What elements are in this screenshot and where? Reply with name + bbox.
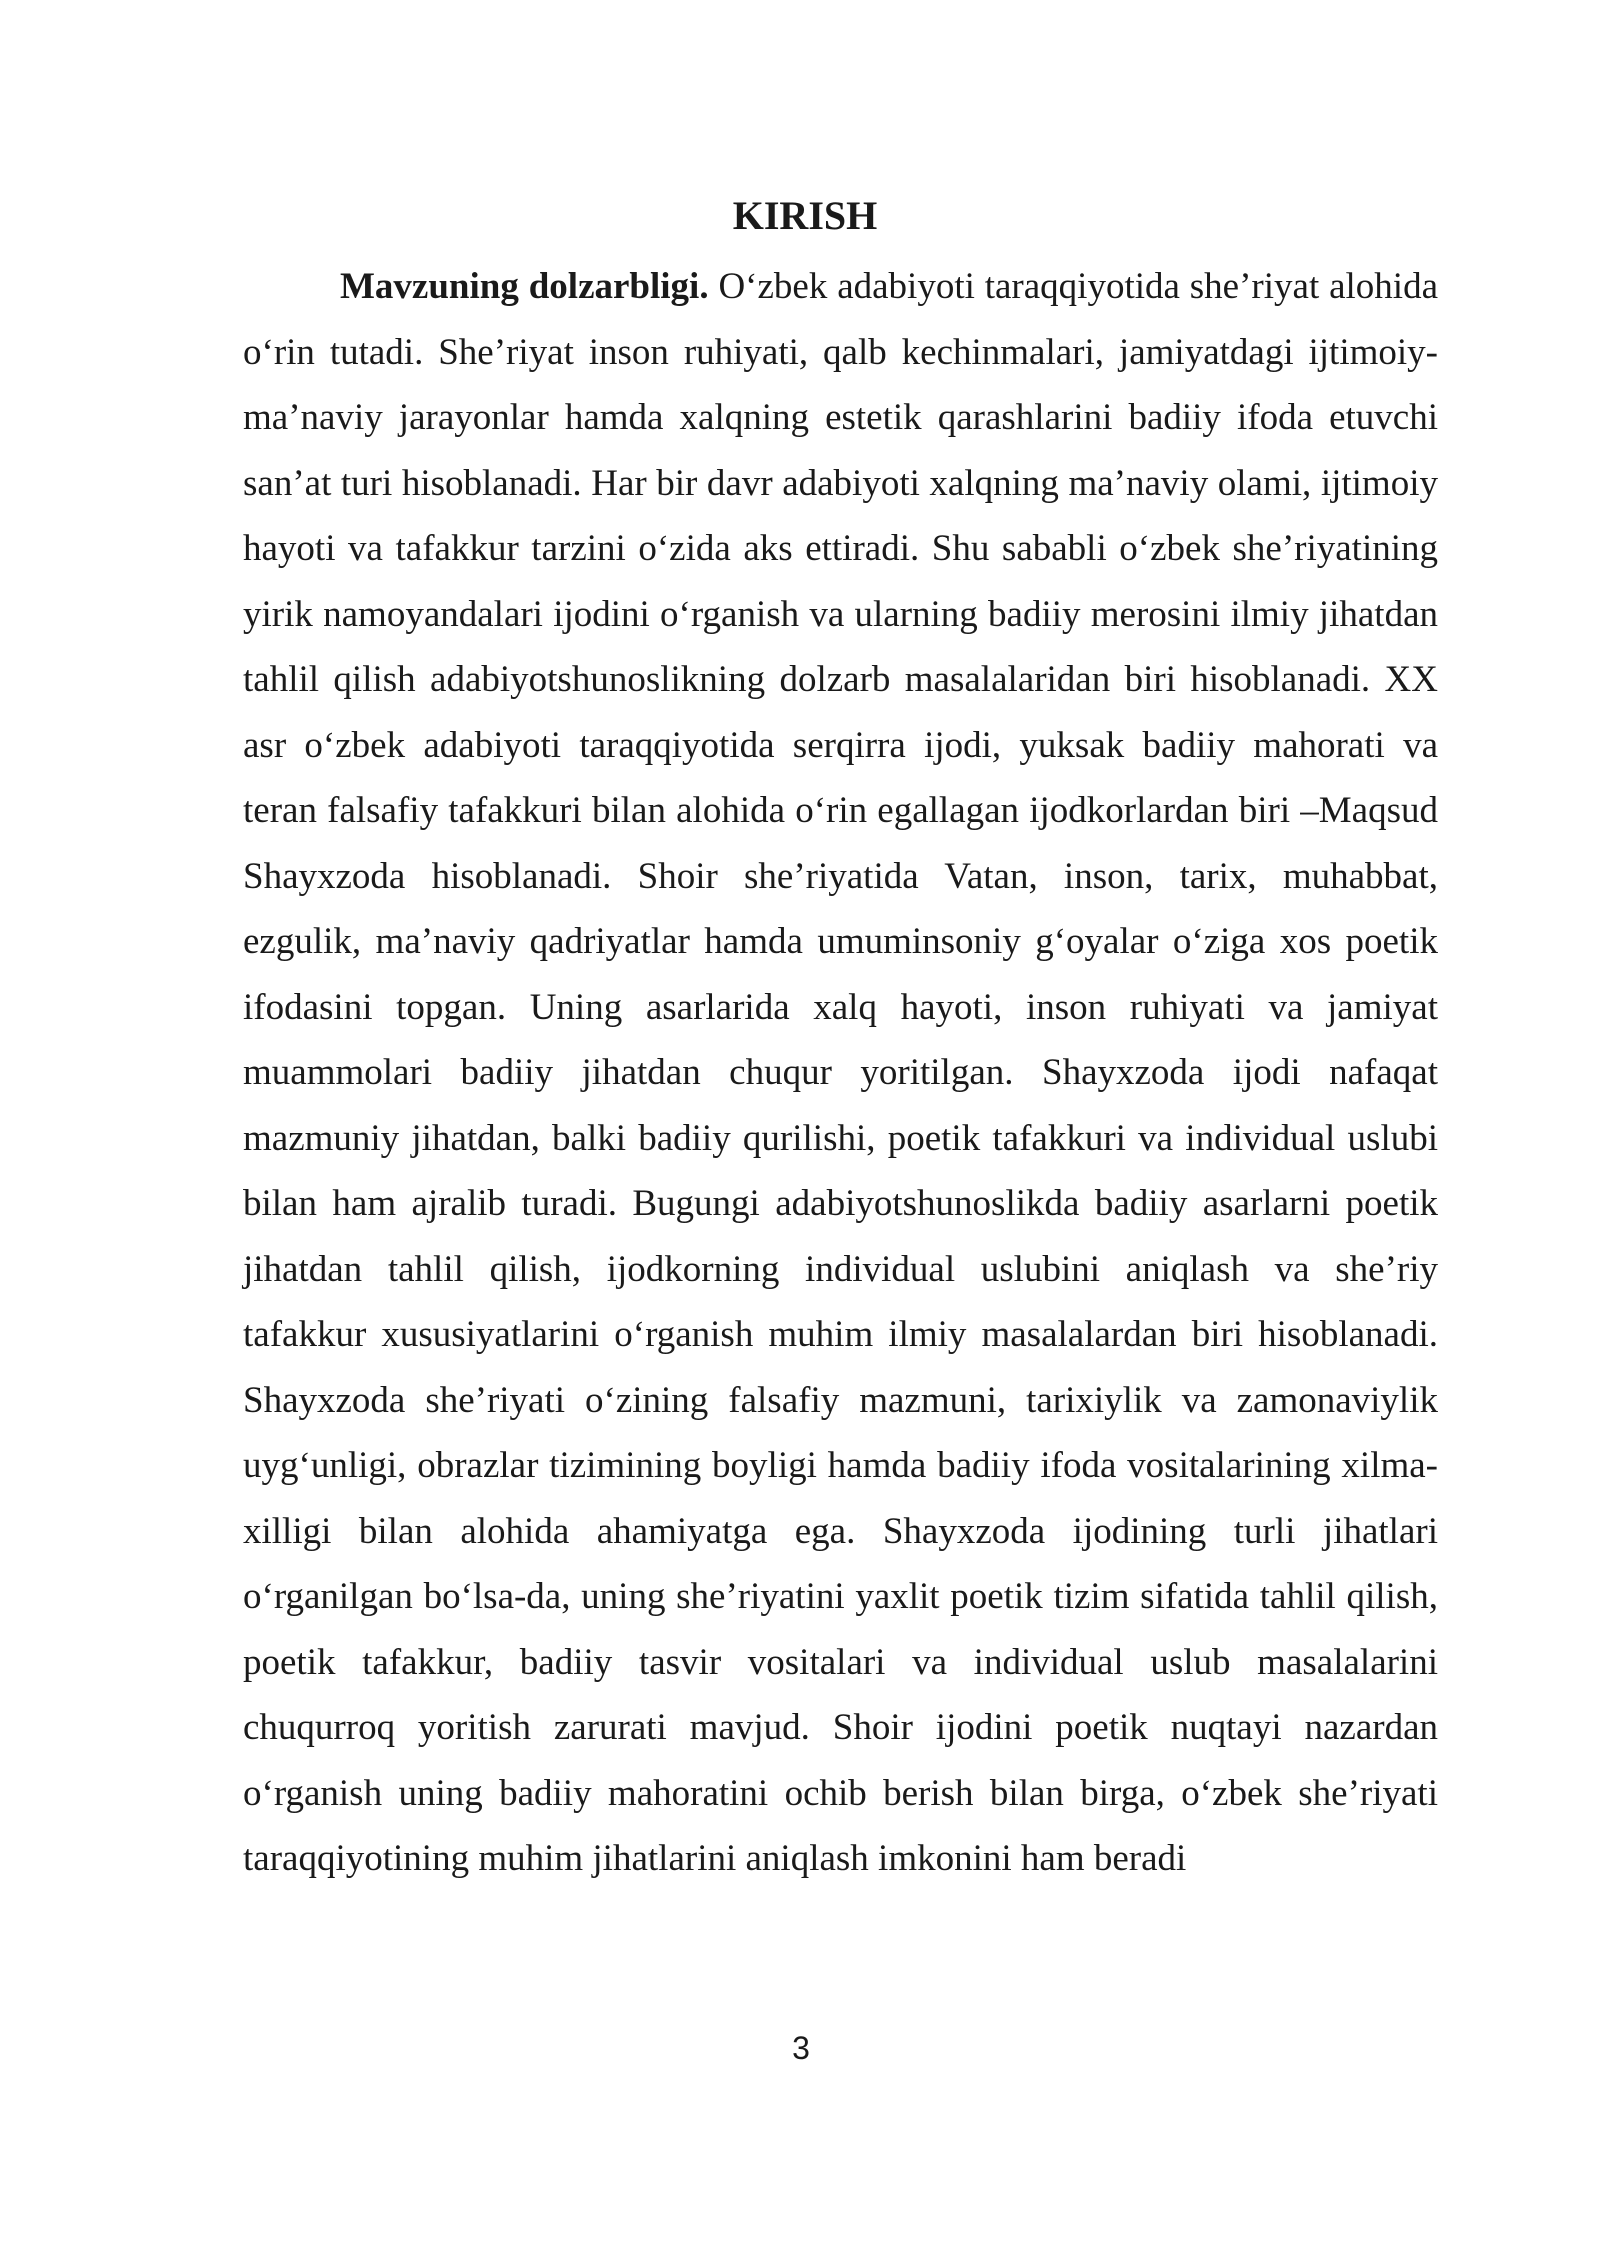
body-paragraph [243,254,1438,1892]
page-number: 3 [792,2030,810,2066]
page-title: KIRISH [732,193,878,238]
paragraph-text: O‘zbek adabiyoti taraqqiyotida she’riyat alohida o‘rin tutadi. She’riyat inson ruhiyati, qalb kechinmalari, jamiyatdagi ijtimoiy-ma’naviy jarayonlar hamda xalqning estetik qarashlarini badiiy ifoda etuvchi san’at turi hisoblanadi. Har bir davr adabiyoti xalqning ma’naviy olami, ijtimoiy hayoti va tafakkur tarzini o‘zida aks ettiradi. Shu sababli o‘zbek she’riyatining yirik namoyandalari ijodini o‘rganish va ularning badiiy merosini ilmiy jihatdan tahlil qilish adabiyotshunoslikning dolzarb masalalaridan biri hisoblanadi. XX asr o‘zbek adabiyoti taraqqiyotida serqirra ijodi, yuksak badiiy mahorati va teran falsafiy tafakkuri bilan alohida o‘rin egallagan ijodkorlardan biri –Maqsud Shayxzoda hisoblanadi. Shoir she’riyatida Vatan, inson, tarix, muhabbat, ezgulik, ma’naviy qadriyatlar hamda umuminsoniy g‘oyalar o‘ziga xos poetik ifodasini topgan. Uning asarlarida xalq hayoti, inson ruhiyati va jamiyat muammolari badiiy jihatdan chuqur yoritilgan. Shayxzoda ijodi nafaqat mazmuniy jihatdan, balki badiiy qurilishi, poetik tafakkuri va individual uslubi bilan ham ajralib turadi. Bugungi adabiyotshunoslikda badiiy asarlarni poetik jihatdan tahlil qilish, ijodkorning individual uslubini aniqlash va she’riy tafakkur xususiyatlarini o‘rganish muhim ilmiy masalalardan biri hisoblanadi. Shayxzoda she’riyati o‘zining falsafiy mazmuni, tarixiylik va zamonaviylik uyg‘unligi, obrazlar tizimining boyligi hamda badiiy ifoda vositalarining xilma-xilligi bilan alohida ahamiyatga ega. Shayxzoda ijodining turli jihatlari o‘rganilgan bo‘lsa-da, uning she’riyatini yaxlit poetik tizim sifatida tahlil qilish, poetik tafakkur, badiiy tasvir vositalari va individual uslub masalalarini chuqurroq yoritish zarurati mavjud. Shoir ijodini poetik nuqtayi nazardan o‘rganish uning badiiy mahoratini ochib berish bilan birga, o‘zbek she’riyati taraqqiyotining muhim jihatlarini aniqlash imkonini ham beradi [243,266,1438,1879]
paragraph-lead: Mavzuning dolzarbligi. [340,266,709,307]
